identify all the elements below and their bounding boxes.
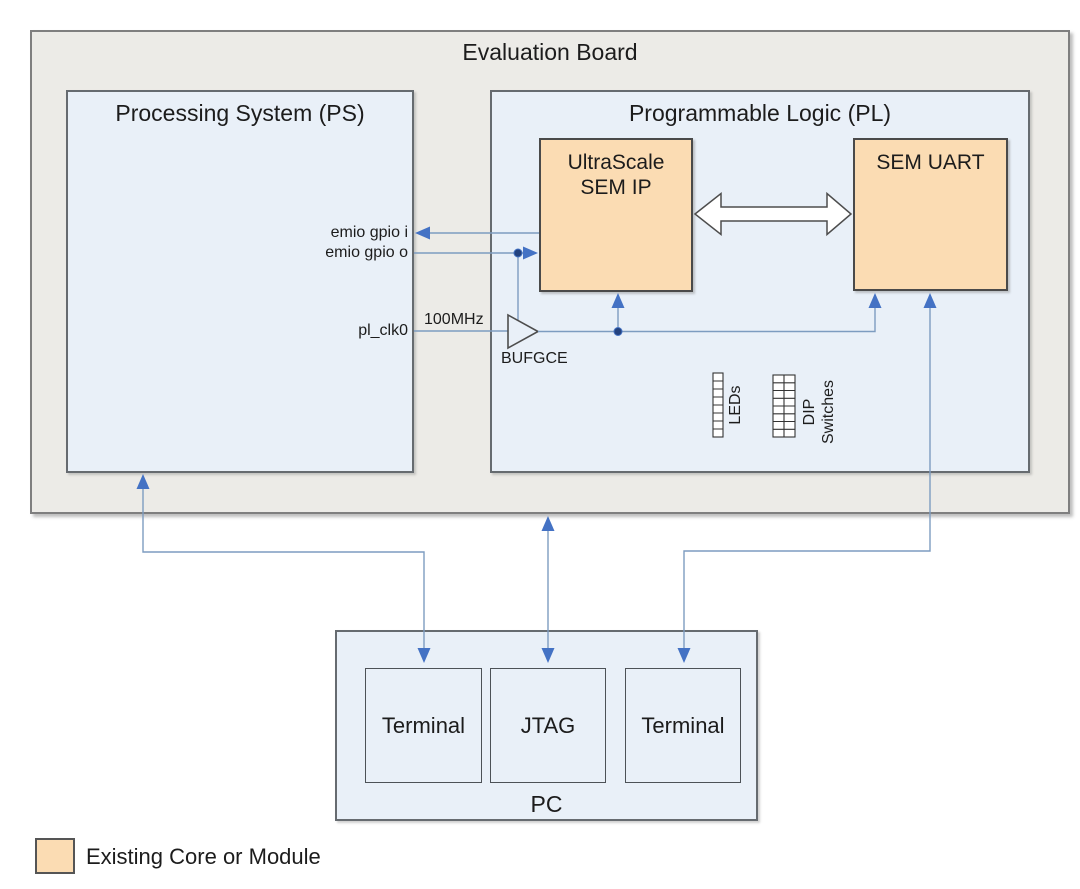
port-label-pl-clk0: pl_clk0 — [358, 322, 408, 339]
legend-existing-core-swatch — [35, 838, 75, 874]
ultrascale-sem-ip-box — [539, 138, 693, 292]
jtag-label: JTAG — [520, 712, 576, 738]
dip-switches-label — [800, 372, 838, 452]
dip-switches-label-line1: DIP — [801, 398, 818, 426]
bufgce-label: BUFGCE — [501, 350, 568, 367]
terminal-left-box — [365, 668, 482, 783]
legend-existing-core-label: Existing Core or Module — [86, 844, 321, 869]
port-label-emio-gpio-i: emio gpio i — [330, 224, 408, 241]
sem-ip-label-line1: UltraScale — [567, 151, 665, 174]
leds-label: LEDs — [727, 385, 744, 425]
sem-ip-label-line2: SEM IP — [580, 176, 652, 199]
terminal-right-box — [625, 668, 741, 783]
processing-system-box — [66, 90, 414, 473]
clock-frequency-label: 100MHz — [424, 311, 484, 328]
sem-uart-label: SEM UART — [876, 151, 985, 174]
jtag-arrowhead-up — [542, 516, 555, 531]
sem-uart-box — [853, 138, 1008, 291]
processing-system-title: Processing System (PS) — [115, 100, 365, 126]
jtag-box — [490, 668, 606, 783]
evaluation-board-title: Evaluation Board — [462, 39, 638, 65]
pc-title: PC — [530, 791, 563, 817]
terminal-right-label: Terminal — [641, 712, 725, 738]
terminal-left-label: Terminal — [381, 712, 466, 738]
dip-switches-label-line2: Switches — [820, 379, 837, 445]
programmable-logic-title: Programmable Logic (PL) — [628, 100, 892, 126]
port-label-emio-gpio-o: emio gpio o — [325, 244, 408, 261]
